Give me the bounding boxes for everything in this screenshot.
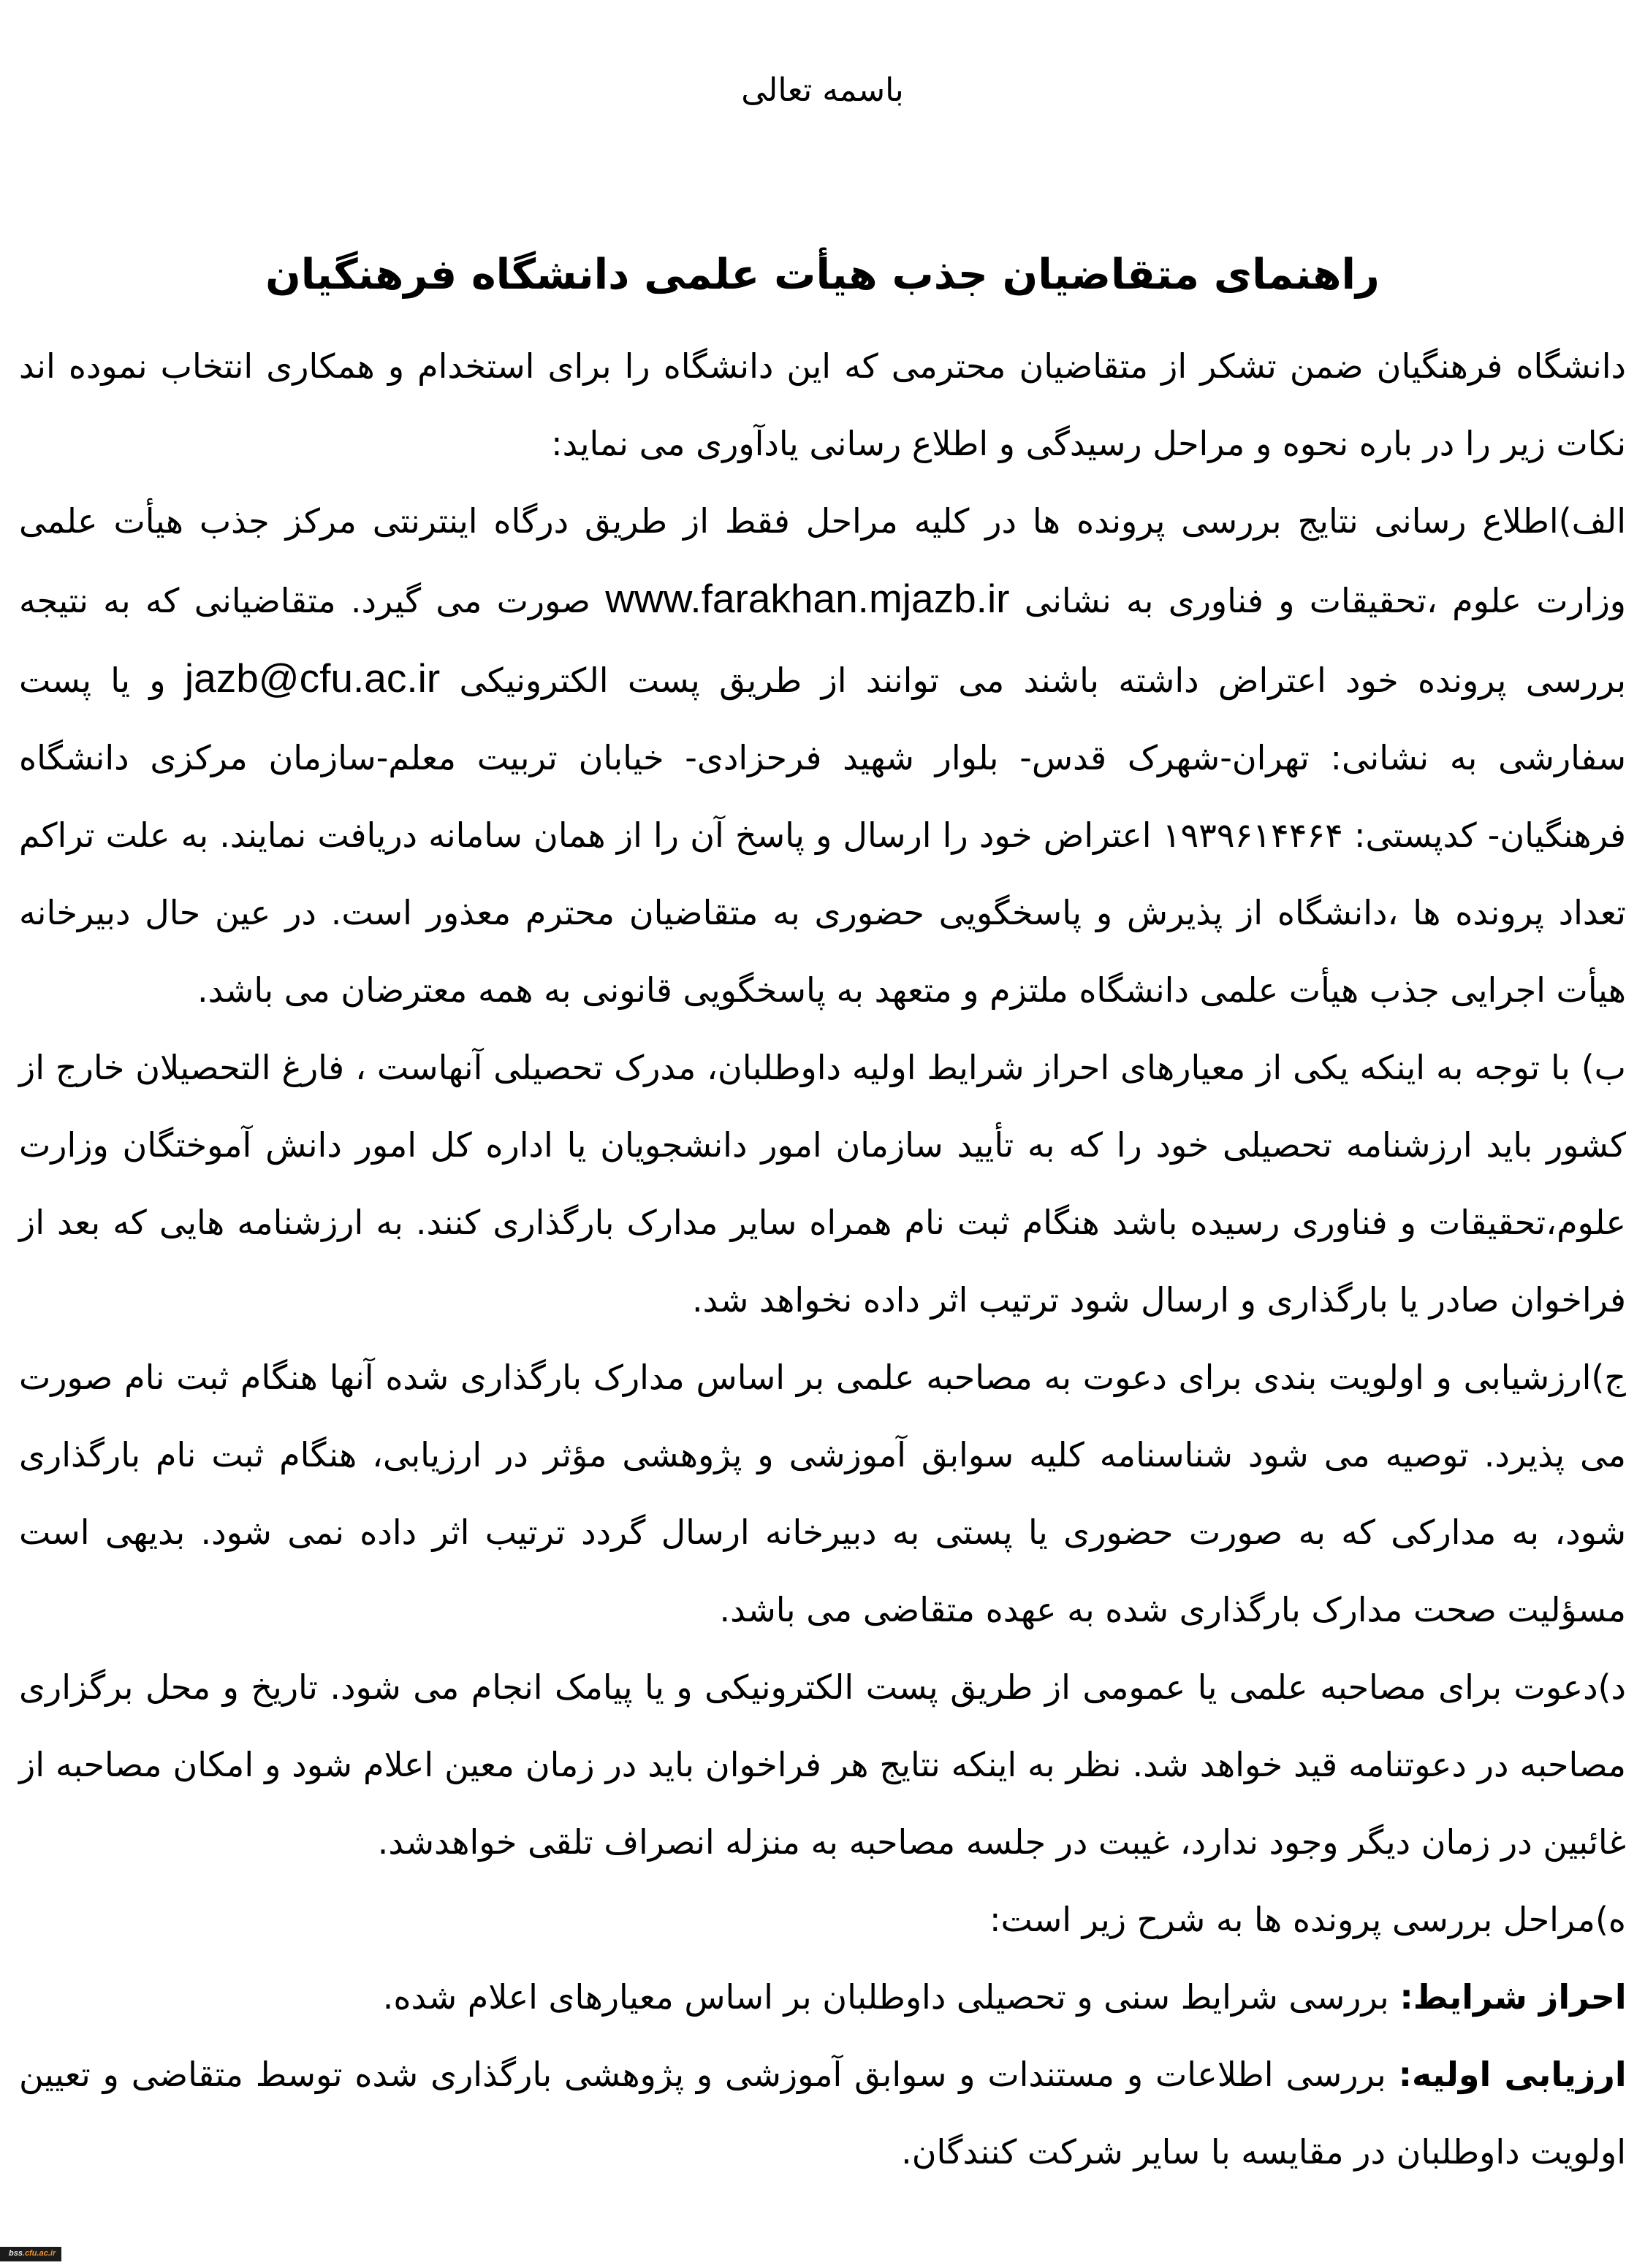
list-item-2 xyxy=(19,2036,1626,2191)
section-alef-text-2: صورت می گیرد. متقاضیانی که به نتیجه بررسی پرونده خود اعتراض داشته باشند می توانند از طریق پست الکترونیکی xyxy=(19,581,1627,700)
jazb-email: jazb@cfu.ac.ir xyxy=(184,655,441,701)
list-item-2-text: بررسی اطلاعات و مستندات و سوابق آموزشی و پژوهشی بارگذاری شده توسط متقاضی و تعیین اولویت داوطلبان در مقایسه با سایر شرکت کنندگان. xyxy=(19,2055,1626,2172)
section-jim-text: ج)ارزشیابی و اولویت بندی برای دعوت به مصاحبه علمی بر اساس مدارک بارگذاری شده آنها هنگام ثبت نام صورت می پذیرد. توصیه می شود شناسنامه کلیه سوابق آموزشی و پژوهشی مؤثر در ارزیابی، هنگام ثبت نام بارگذاری شود، به مدارکی که به صورت حضوری یا پستی به دبیرخانه ارسال گردد ترتیب اثر داده نمی شود. بدیهی است مسؤلیت صحت مدارک بارگذاری شده به عهده متقاضی می باشد. xyxy=(19,1358,1626,1629)
intro-paragraph xyxy=(19,327,1626,482)
bismillah-header: باسمه تعالی xyxy=(741,72,904,109)
site-watermark-badge xyxy=(0,2247,61,2261)
section-dal-text: د)دعوت برای مصاحبه علمی یا عمومی از طریق پست الکترونیکی و یا پیامک انجام می شود. تاریخ و محل برگزاری مصاحبه در دعوتنامه قید خواهد شد. نظر به اینکه نتایج هر فراخوان باید در زمان معین اعلام شود و امکان مصاحبه از غائبین در زمان دیگر وجود ندارد، غیبت در جلسه مصاحبه به منزله انصراف تلقی خواهدشد. xyxy=(19,1667,1626,1862)
list-item-1-text: بررسی شرایط سنی و تحصیلی داوطلبان بر اساس معیارهای اعلام شده. xyxy=(382,1977,1400,2017)
list-item-2-label: ارزیابی اولیه: xyxy=(1398,2055,1627,2094)
list-item-1 xyxy=(19,1958,1626,2036)
list-item-1-label: احراز شرایط: xyxy=(1399,1977,1627,2017)
watermark-suffix: .cfu.ac.ir xyxy=(22,2249,56,2258)
farakhan-url: www.farakhan.mjazb.ir xyxy=(605,576,1010,621)
section-he-heading xyxy=(19,1881,1626,1958)
document-body xyxy=(19,327,1626,2191)
section-alef-paragraph xyxy=(19,482,1626,1029)
section-dal-paragraph xyxy=(19,1648,1626,1881)
section-alef-text-3: و یا پست سفارشی به نشانی: تهران-شهرک قدس- بلوار شهید فرحزادی- خیابان تربیت معلم-سازمان مرکزی دانشگاه فرهنگیان- کدپستی: ۱۹۳۹۶۱۴۴۶۴ اعتراض خود را ارسال و پاسخ آن را از همان سامانه دریافت نمایند. به علت تراکم تعداد پرونده ها ،دانشگاه از پذیرش و پاسخگویی حضوری به متقاضیان محترم معذور است. در عین حال دبیرخانه هیأت اجرایی جذب هیأت علمی دانشگاه ملتزم و متعهد به پاسخگویی قانونی به همه معترضان می باشد. xyxy=(19,661,1626,1010)
section-be-text: ب) با توجه به اینکه یکی از معیارهای احراز شرایط اولیه داوطلبان، مدرک تحصیلی آنهاست ، فارغ التحصیلان خارج از کشور باید ارزشنامه تحصیلی خود را که به تأیید سازمان امور دانشجویان یا اداره کل امور دانش آموختگان وزارت علوم،تحقیقات و فناوری رسیده باشد هنگام ثبت نام همراه سایر مدارک بارگذاری کنند. به ارزشنامه هایی که بعد از فراخوان صادر یا بارگذاری و ارسال شود ترتیب اثر داده نخواهد شد. xyxy=(19,1048,1626,1320)
section-be-paragraph xyxy=(19,1029,1626,1339)
process-list xyxy=(19,1958,1626,2191)
watermark-prefix: bss xyxy=(9,2249,23,2258)
page-title: راهنمای متقاضیان جذب هیأت علمی دانشگاه فرهنگیان xyxy=(265,251,1380,299)
section-alef-text-1: الف)اطلاع رسانی نتایج بررسی پرونده ها در کلیه مراحل فقط از طریق درگاه اینترنتی مرکز جذب هیأت علمی وزارت علوم ،تحقیقات و فناوری به نشانی xyxy=(19,501,1626,620)
section-he-text: ه)مراحل بررسی پرونده ها به شرح زیر است: xyxy=(989,1900,1626,1939)
intro-text: دانشگاه فرهنگیان ضمن تشکر از متقاضیان محترمی که این دانشگاه را برای استخدام و همکاری انتخاب نموده اند نکات زیر را در باره نحوه و مراحل رسیدگی و اطلاع رسانی یادآوری می نماید: xyxy=(19,346,1626,463)
section-jim-paragraph xyxy=(19,1339,1626,1648)
